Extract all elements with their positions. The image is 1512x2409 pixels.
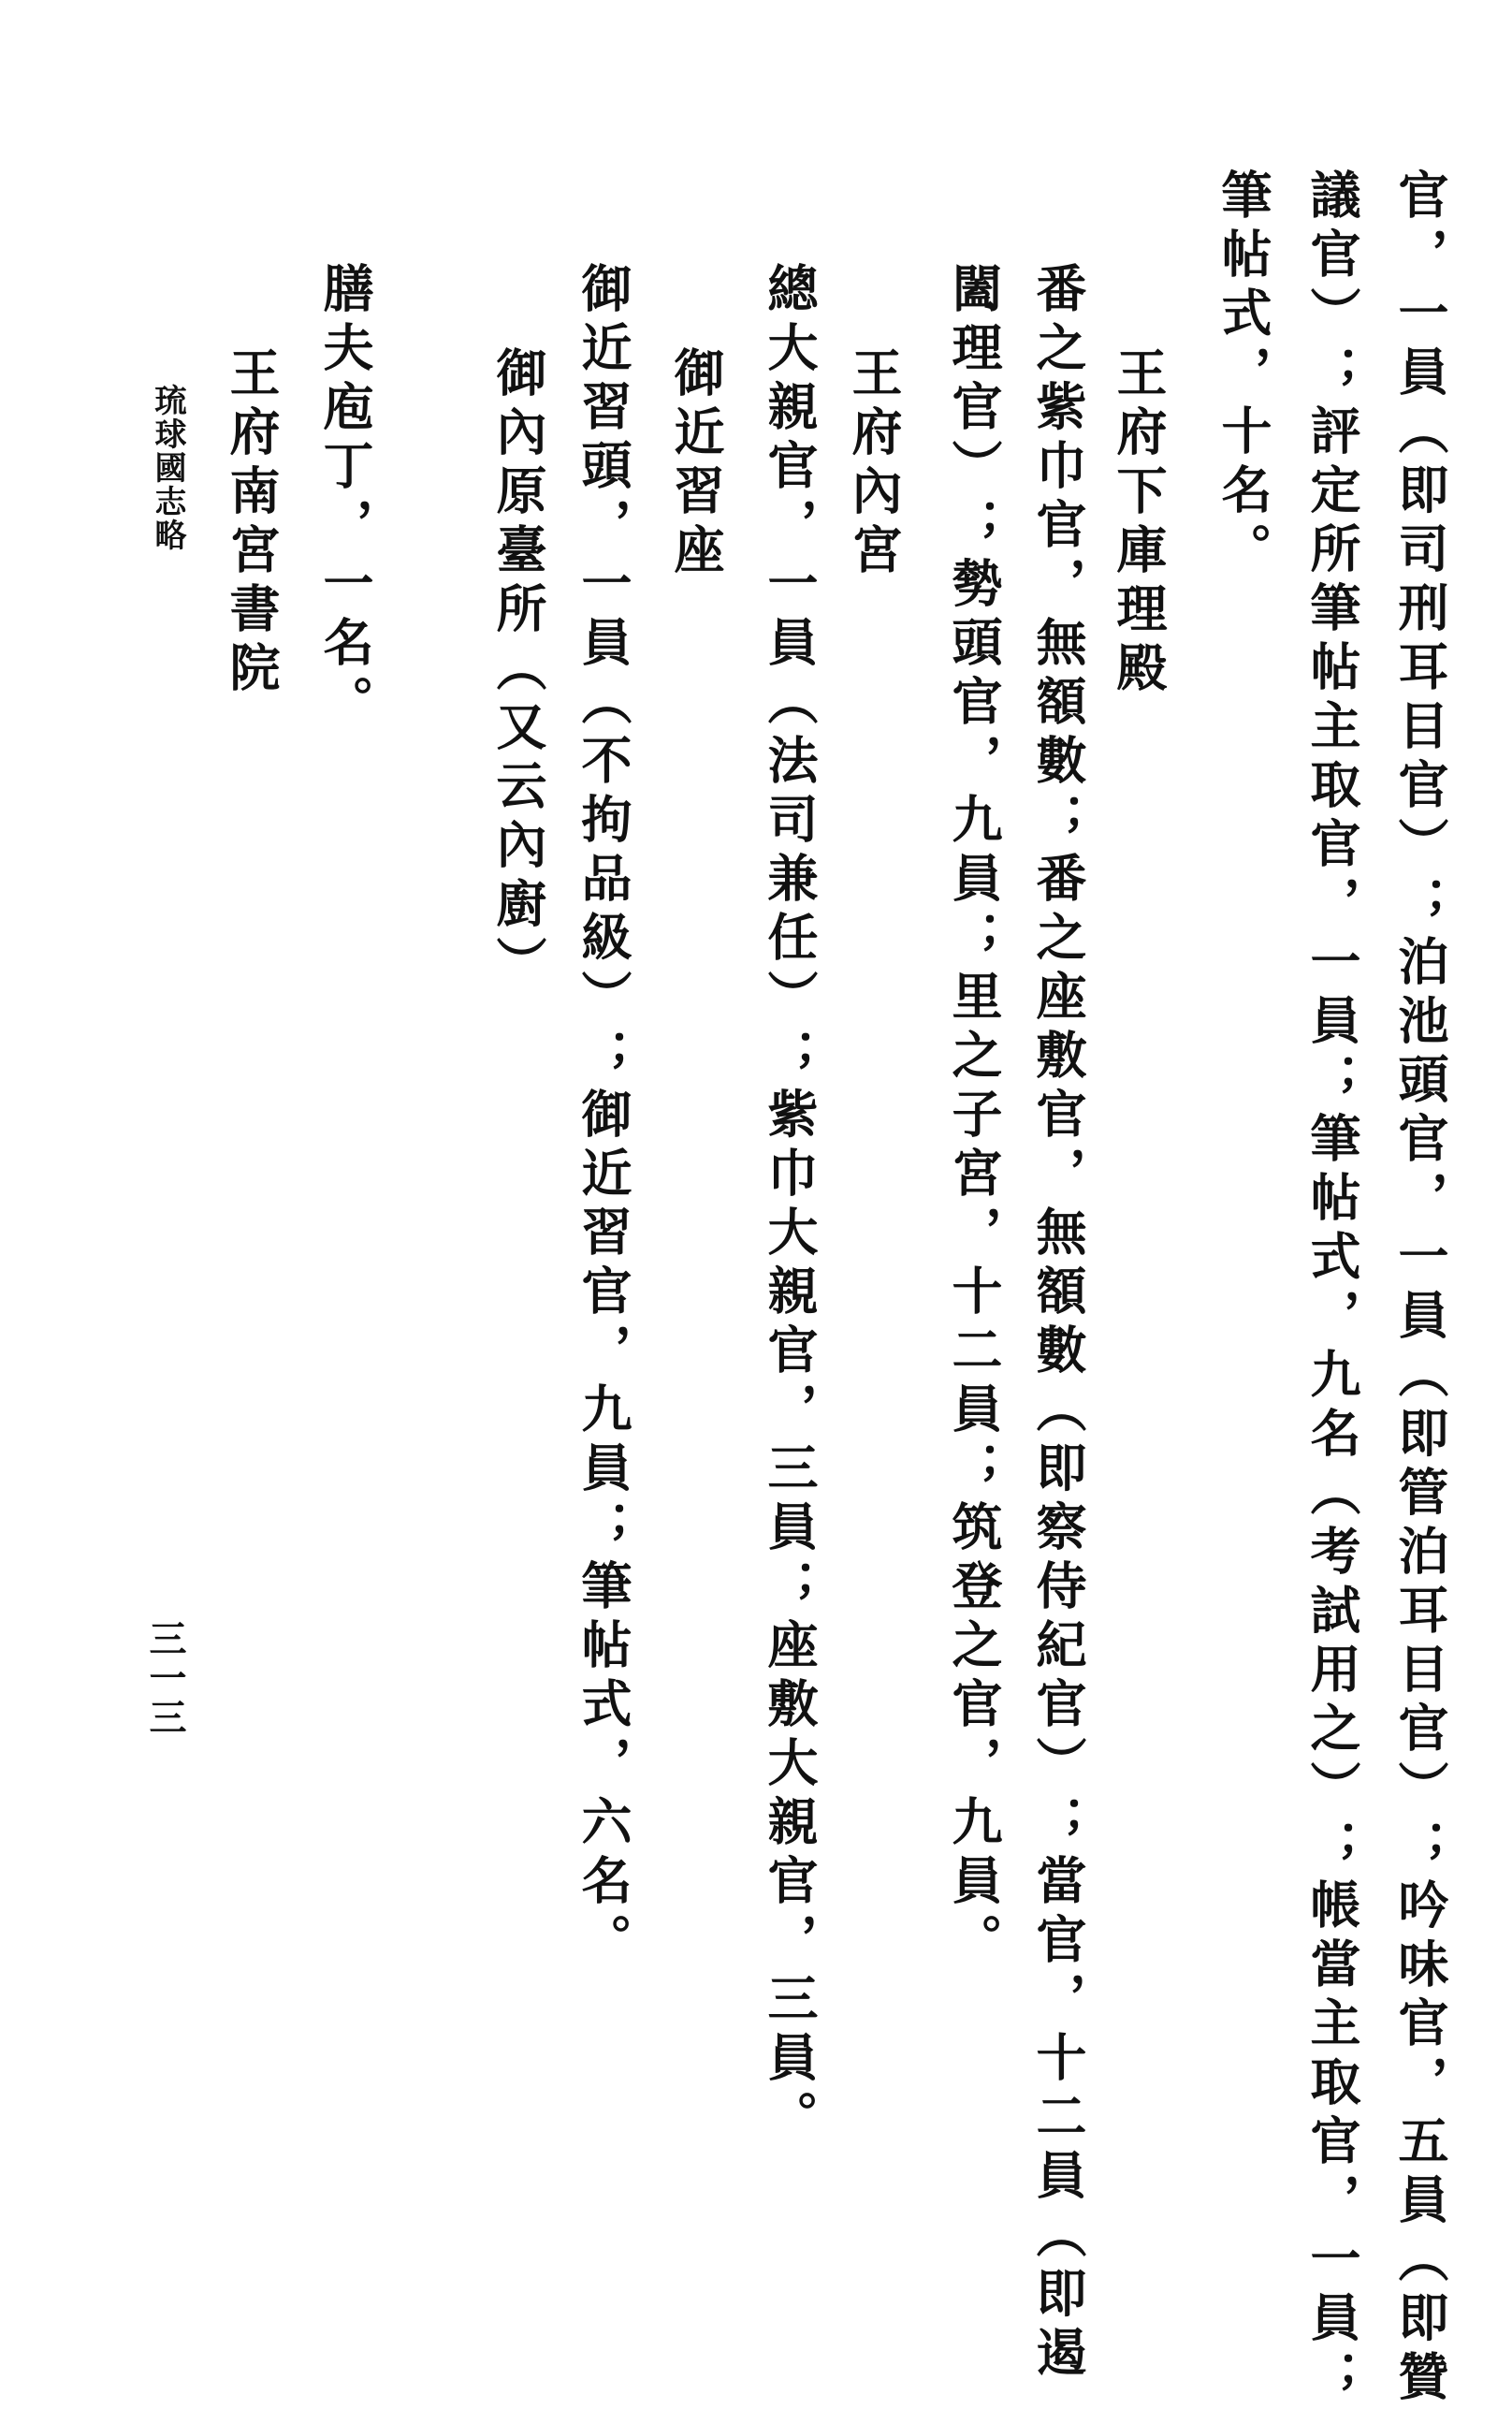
text-column-2: 議官）；評定所筆帖主取官，一員；筆帖式，九名（考試用之）；帳當主取官，一員； xyxy=(1302,168,1362,2409)
section-heading-xia-ku-li-dian: 王府下庫理殿 xyxy=(1109,346,1169,700)
text-column-10: 御近習頭，一員（不拘品級）；御近習官，九員；筆帖式，六名。 xyxy=(574,262,633,1972)
section-heading-nan-gong-shu-yuan: 王府南宮書院 xyxy=(222,346,282,700)
section-heading-yu-jin-xi-zuo: 御近習座 xyxy=(666,346,726,582)
text-column-12: 膳夫庖丁，一名。 xyxy=(315,262,375,734)
running-title: 琉球國志略 xyxy=(149,384,186,552)
text-column-5: 番之紫巾官，無額數；番之座敷官，無額數（即察侍紀官）；當官，十二員（即遏 xyxy=(1028,262,1088,2385)
section-heading-nei-yuan-tai-suo: 御內原臺所（又云內廚） xyxy=(488,346,548,995)
section-heading-nei-gong: 王府內宮 xyxy=(844,346,904,582)
text-column-1: 官，一員（即司刑耳目官）；泊池頭官，一員（即管泊耳目官）；吟味官，五員（即贊 xyxy=(1390,168,1450,2409)
text-column-3: 筆帖式，十名。 xyxy=(1214,168,1273,581)
page-number: 三一三 xyxy=(143,1619,186,1737)
text-column-8: 總大親官，一員（法司兼任）；紫巾大親官，三員；座敷大親官，三員。 xyxy=(760,262,820,2149)
text-column-6: 闔理官）；勢頭官，九員；里之子宮，十二員；筑登之官，九員。 xyxy=(944,262,1004,1972)
